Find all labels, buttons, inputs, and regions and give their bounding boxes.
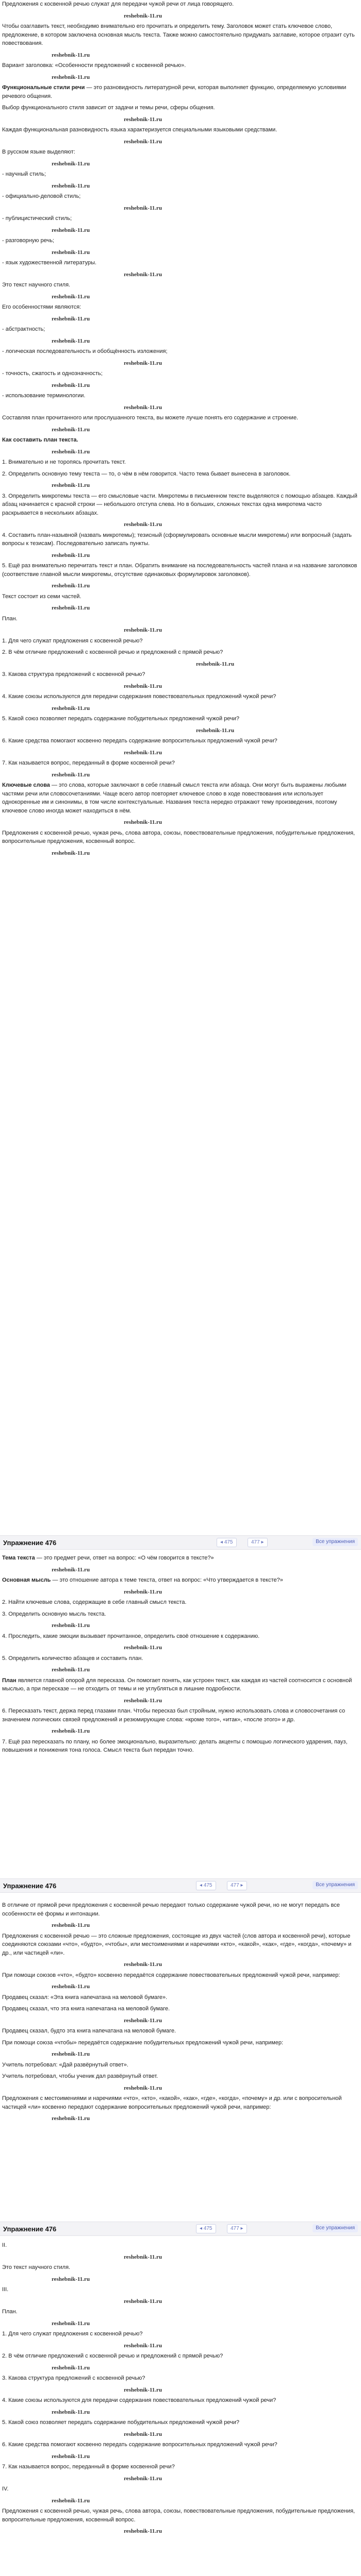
prev-exercise-button[interactable]: ◂ 475 bbox=[196, 1881, 216, 1890]
step: 4. Составить план-назывной (назвать микротемы); тезисный (сформулировать основные мысли микротемы) или вопросный (задать вопросы к тезисам). Последовательно записать пункты. bbox=[2, 532, 352, 547]
next-label: 477 bbox=[231, 2226, 239, 2231]
next-label: 477 bbox=[231, 1883, 239, 1888]
example: Учитель потребовал: «Дай развёрнутый ответ». bbox=[2, 2061, 128, 2068]
definition: является главной опорой для пересказа. Он помогает понять, как устроен текст, как каждая из частей соотносится с основной мыслью, а при пересказе — не отходить от темы и не углубляться в лишние подробности. bbox=[2, 1677, 352, 1692]
prev-exercise-button[interactable]: ◂ 475 bbox=[196, 2224, 216, 2233]
paragraph: В русском языке выделяют: bbox=[2, 149, 75, 155]
watermark: reshebnik-11.ru bbox=[52, 2320, 90, 2327]
watermark: reshebnik-11.ru bbox=[52, 448, 90, 455]
watermark: reshebnik-11.ru bbox=[52, 52, 90, 58]
watermark: reshebnik-11.ru bbox=[124, 819, 162, 825]
paragraph: Составляя план прочитанного или прослушанного текста, вы можете лучше понять его содержание и строение. bbox=[2, 415, 299, 421]
watermark: reshebnik-11.ru bbox=[124, 2084, 162, 2091]
paragraph: Предложения с косвенной речью служат для передачи чужой речи от лица говорящего. bbox=[2, 1, 234, 7]
exercise-title: Упражнение 476 bbox=[3, 2225, 57, 2233]
paragraph: Чтобы озаглавить текст, необходимо внимательно его прочитать и определить тему. Заголовок может стать ключевое слово, предложение, в котором заключена основная мысль текста. Также можно самостоятельно придумать заглавие, которое отразит суть повествования. bbox=[2, 23, 355, 46]
plan-item: 5. Какой союз позволяет передать содержание побудительных предложений чужой речи? bbox=[2, 716, 240, 722]
step: 1. Внимательно и не торопясь прочитать текст. bbox=[2, 459, 126, 465]
term: Тема текста bbox=[2, 1555, 35, 1561]
watermark: reshebnik-11.ru bbox=[52, 1984, 90, 1990]
term: Ключевые слова bbox=[2, 782, 50, 788]
watermark: reshebnik-11.ru bbox=[124, 1588, 162, 1595]
plan-item: 4. Какие союзы используются для передачи содержания повествовательных предложений чужой речи? bbox=[2, 2397, 276, 2403]
watermark: reshebnik-11.ru bbox=[124, 749, 162, 756]
watermark: reshebnik-11.ru bbox=[52, 182, 90, 189]
watermark: reshebnik-11.ru bbox=[52, 426, 90, 433]
step: 5. Определить количество абзацев и составить план. bbox=[2, 1655, 143, 1662]
term: Функциональные стили речи bbox=[2, 84, 85, 91]
watermark: reshebnik-11.ru bbox=[124, 1961, 162, 1968]
section-number: II. bbox=[2, 2242, 7, 2248]
all-exercises-button[interactable]: Все упражнения bbox=[313, 1538, 358, 1546]
list-item: - логическая последовательность и обобщённость изложения; bbox=[2, 348, 168, 354]
watermark: reshebnik-11.ru bbox=[124, 1697, 162, 1704]
watermark: reshebnik-11.ru bbox=[124, 1645, 162, 1651]
prev-exercise-button[interactable]: ◂ 475 bbox=[217, 1538, 237, 1547]
watermark: reshebnik-11.ru bbox=[124, 683, 162, 689]
paragraph: План. bbox=[2, 2309, 18, 2315]
watermark: reshebnik-11.ru bbox=[52, 2276, 90, 2282]
watermark: reshebnik-11.ru bbox=[52, 2453, 90, 2460]
definition: — это отношение автора к теме текста, ответ на вопрос: «Что утверждается в тексте?» bbox=[51, 1577, 283, 1583]
watermark: reshebnik-11.ru bbox=[52, 771, 90, 778]
watermark: reshebnik-11.ru bbox=[52, 1922, 90, 1928]
example: Продавец сказал, что эта книга напечатана на меловой бумаге. bbox=[2, 2006, 170, 2012]
exercise-nav-bar bbox=[0, 2222, 361, 2236]
watermark: reshebnik-11.ru bbox=[52, 1622, 90, 1629]
section-heading: Как составить план текста. bbox=[2, 437, 78, 443]
prev-label: 475 bbox=[203, 1883, 212, 1888]
plan-item: 3. Какова структура предложений с косвенной речью? bbox=[2, 2375, 145, 2381]
watermark: reshebnik-11.ru bbox=[52, 2497, 90, 2504]
definition: — это разновидность литературной речи, которая выполняет функцию, определяемую условиями речевого общения. bbox=[2, 84, 347, 99]
paragraph: Это текст научного стиля. bbox=[2, 2264, 71, 2270]
plan-item: 3. Какова структура предложений с косвенной речью? bbox=[2, 671, 145, 677]
paragraph: Каждая функциональная разновидность языка характеризуется специальными языковыми средствами. bbox=[2, 127, 277, 133]
plan-item: 6. Какие средства помогают косвенно передать содержание вопросительных предложений чужой речи? bbox=[2, 2442, 277, 2448]
plan-item: 1. Для чего служат предложения с косвенной речью? bbox=[2, 2331, 143, 2337]
exercise-nav-bar bbox=[0, 1878, 361, 1893]
step: 3. Определить основную мысль текста. bbox=[2, 1611, 106, 1617]
watermark: reshebnik-11.ru bbox=[124, 2386, 162, 2393]
solution-part-4 bbox=[0, 2241, 361, 2576]
exercise-title: Упражнение 476 bbox=[3, 1539, 57, 1547]
watermark: reshebnik-11.ru bbox=[52, 1566, 90, 1573]
paragraph: Предложения с местоимениями и наречиями «что», «кто», «какой», «как», «где», «когда», «почему» и др. или с вопросительной частицей «ли» косвенно передают содержание вопросительных предложений чужой речи, например: bbox=[2, 2095, 342, 2110]
watermark: reshebnik-11.ru bbox=[124, 12, 162, 19]
paragraph: Текст состоит из семи частей. bbox=[2, 593, 81, 600]
paragraph bbox=[0, 1676, 361, 1693]
paragraph bbox=[0, 781, 361, 815]
paragraph: Предложения с косвенной речью — это сложные предложения, состоящие из двух частей (слов автора и косвенной речи), которые соединяются союзами «что», «будто», «чтобы», или местоимениями и наречиями «кто», «какой», «как», «где», «когда», «почему» и др., или частицей «ли». bbox=[2, 1933, 352, 1956]
watermark: reshebnik-11.ru bbox=[52, 583, 90, 589]
step: 2. Найти ключевые слова, содержащие в себе главный смысл текста. bbox=[2, 1599, 187, 1605]
paragraph: Вариант заголовка: «Особенности предложений с косвенной речью». bbox=[2, 62, 186, 69]
paragraph bbox=[0, 83, 361, 100]
watermark: reshebnik-11.ru bbox=[124, 521, 162, 528]
watermark: reshebnik-11.ru bbox=[52, 293, 90, 300]
watermark: reshebnik-11.ru bbox=[124, 138, 162, 145]
list-item: - научный стиль; bbox=[2, 171, 46, 177]
watermark: reshebnik-11.ru bbox=[124, 271, 162, 278]
watermark: reshebnik-11.ru bbox=[196, 660, 235, 667]
watermark: reshebnik-11.ru bbox=[52, 2115, 90, 2122]
paragraph: В отличие от прямой речи предложения с косвенной речью передают только содержание чужой речи, но не могут передать все особенности её формы и интонации. bbox=[2, 1902, 340, 1917]
watermark: reshebnik-11.ru bbox=[52, 249, 90, 256]
step: 3. Определить микротемы текста — его смысловые части. Микротемы в письменном тексте выделяются с помощью абзацев. Каждый абзац начинается с красной строки — небольшого отступа слева. Но в больших, сложных текстах одна микротема часто раскрывается в нескольких абзацах. bbox=[2, 493, 357, 516]
watermark: reshebnik-11.ru bbox=[52, 705, 90, 711]
list-item: - публицистический стиль; bbox=[2, 215, 72, 222]
plan-item: 6. Какие средства помогают косвенно передать содержание вопросительных предложений чужой речи? bbox=[2, 738, 277, 744]
next-exercise-button[interactable]: 477 ▸ bbox=[227, 2224, 247, 2233]
example: Учитель потребовал, чтобы ученик дал развёрнутый ответ. bbox=[2, 2073, 158, 2079]
paragraph: Предложения с косвенной речью, чужая речь, слова автора, союзы, повествовательные предложения, побудительные предложения, вопросительные предложения, косвенный вопрос. bbox=[2, 829, 355, 844]
list-item: - использование терминологии. bbox=[2, 393, 86, 399]
paragraph: Выбор функционального стиля зависит от задачи и темы речи, сферы общения. bbox=[2, 105, 215, 111]
watermark: reshebnik-11.ru bbox=[52, 227, 90, 233]
paragraph: При помощи союза «чтобы» передаётся содержание побудительных предложений чужой речи, например: bbox=[2, 2039, 284, 2046]
watermark: reshebnik-11.ru bbox=[52, 160, 90, 167]
list-item: - абстрактность; bbox=[2, 326, 45, 332]
plan-item: 2. В чём отличие предложений с косвенной речью и предложений с прямой речью? bbox=[2, 649, 223, 655]
plan-item: 4. Какие союзы используются для передачи содержания повествовательных предложений чужой речи? bbox=[2, 693, 276, 700]
definition: — это слова, которые заключают в себе главный смысл текста или абзаца. Они могут быть выражены любыми частями речи или словосочетаниями. Чаще всего автор повторяет ключевое слово в ходе повествования или использует однокоренные им и синонимы, в том числе контекстуальные. Названия текста нередко отражают тему произведения, поэтому ключевое слово иногда может находиться в нём. bbox=[2, 782, 347, 814]
exercise-title: Упражнение 476 bbox=[3, 1882, 57, 1890]
watermark: reshebnik-11.ru bbox=[52, 605, 90, 611]
list-item: - официально-деловой стиль; bbox=[2, 193, 81, 199]
watermark: reshebnik-11.ru bbox=[124, 2342, 162, 2349]
watermark: reshebnik-11.ru bbox=[52, 2051, 90, 2057]
next-exercise-button[interactable]: 477 ▸ bbox=[248, 1538, 268, 1547]
section-number: III. bbox=[2, 2286, 9, 2293]
watermark: reshebnik-11.ru bbox=[52, 315, 90, 322]
step: 4. Проследить, какие эмоции вызывает прочитанное, определить своё отношение к содержанию. bbox=[2, 1633, 260, 1639]
step: 7. Ещё раз пересказать по плану, но более эмоционально, выразительно: делать акценты с помощью логического ударения, пауз, повышения и понижения тона голоса. Смысл текста был передан точно. bbox=[2, 1738, 348, 1753]
paragraph: Предложения с косвенной речью, чужая речь, слова автора, союзы, повествовательные предложения, побудительные предложения, вопросительные предложения, косвенный вопрос. bbox=[2, 2508, 355, 2523]
paragraph: План. bbox=[2, 615, 18, 622]
watermark: reshebnik-11.ru bbox=[124, 205, 162, 211]
watermark: reshebnik-11.ru bbox=[52, 482, 90, 488]
watermark: reshebnik-11.ru bbox=[124, 2475, 162, 2482]
all-exercises-button[interactable]: Все упражнения bbox=[313, 1881, 358, 1889]
plan-item: 1. Для чего служат предложения с косвенной речью? bbox=[2, 637, 143, 644]
step: 6. Пересказать текст, держа перед глазами план. Чтобы пересказ был стройным, нужно использовать слова и словосочетания со значением логических связей предложений и резюмирующие слова: «кроме того», «итак», «после этого» и др. bbox=[2, 1708, 346, 1723]
watermark: reshebnik-11.ru bbox=[52, 552, 90, 558]
exercise-nav-bar bbox=[0, 1535, 361, 1550]
list-item: - разговорную речь; bbox=[2, 238, 54, 244]
paragraph: При помощи союзов «что», «будто» косвенно передаётся содержание повествовательных предложений чужой речи, например: bbox=[2, 1972, 340, 1978]
watermark: reshebnik-11.ru bbox=[124, 2017, 162, 2024]
watermark: reshebnik-11.ru bbox=[52, 1728, 90, 1734]
paragraph bbox=[0, 1576, 361, 1585]
prev-label: 475 bbox=[224, 1539, 233, 1545]
plan-item: 2. В чём отличие предложений с косвенной речью и предложений с прямой речью? bbox=[2, 2353, 223, 2359]
paragraph bbox=[0, 1554, 361, 1563]
plan-item: 7. Как называется вопрос, переданный в форме косвенной речи? bbox=[2, 760, 175, 766]
watermark: reshebnik-11.ru bbox=[124, 116, 162, 123]
watermark: reshebnik-11.ru bbox=[52, 850, 90, 856]
list-item: - точность, сжатость и однозначность; bbox=[2, 370, 103, 377]
all-exercises-button[interactable]: Все упражнения bbox=[313, 2224, 358, 2232]
paragraph: Его особенностями являются: bbox=[2, 304, 81, 310]
watermark: reshebnik-11.ru bbox=[124, 404, 162, 411]
example: Продавец сказал: «Эта книга напечатана на меловой бумаге». bbox=[2, 1994, 168, 2001]
watermark: reshebnik-11.ru bbox=[52, 74, 90, 80]
term: План bbox=[2, 1677, 17, 1684]
definition: — это предмет речи, ответ на вопрос: «О чём говорится в тексте?» bbox=[35, 1555, 214, 1561]
watermark: reshebnik-11.ru bbox=[124, 2528, 162, 2534]
solution-part-2 bbox=[0, 1554, 361, 1873]
watermark: reshebnik-11.ru bbox=[52, 1667, 90, 1673]
plan-item: 5. Какой союз позволяет передать содержание побудительных предложений чужой речи? bbox=[2, 2419, 240, 2426]
step: 5. Ещё раз внимательно перечитать текст и план. Обратить внимание на последовательность частей плана и на название заголовков (соответствие главной мысли микротемы, отсутствие одинаковых формулировок заголовков). bbox=[2, 563, 357, 578]
section-number: IV. bbox=[2, 2486, 9, 2492]
watermark: reshebnik-11.ru bbox=[124, 2298, 162, 2304]
watermark: reshebnik-11.ru bbox=[52, 2409, 90, 2415]
watermark: reshebnik-11.ru bbox=[52, 2364, 90, 2371]
watermark: reshebnik-11.ru bbox=[52, 382, 90, 388]
term: Основная мысль bbox=[2, 1577, 51, 1583]
watermark: reshebnik-11.ru bbox=[124, 627, 162, 633]
example: Продавец сказал, будто эта книга напечатана на меловой бумаге. bbox=[2, 2028, 176, 2034]
watermark: reshebnik-11.ru bbox=[52, 337, 90, 344]
paragraph: Это текст научного стиля. bbox=[2, 282, 71, 288]
watermark: reshebnik-11.ru bbox=[124, 2253, 162, 2260]
watermark: reshebnik-11.ru bbox=[124, 360, 162, 366]
plan-item: 7. Как называется вопрос, переданный в форме косвенной речи? bbox=[2, 2464, 175, 2470]
solution-part-3 bbox=[0, 1901, 361, 2210]
next-exercise-button[interactable]: 477 ▸ bbox=[227, 1881, 247, 1890]
watermark: reshebnik-11.ru bbox=[196, 727, 235, 734]
watermark: reshebnik-11.ru bbox=[124, 2431, 162, 2437]
next-label: 477 bbox=[251, 1539, 260, 1545]
prev-label: 475 bbox=[203, 2226, 212, 2231]
step: 2. Определить основную тему текста — то, о чём в нём говорится. Часто тема бывает вынесена в заголовок. bbox=[2, 470, 291, 477]
list-item: - язык художественной литературы. bbox=[2, 260, 97, 266]
